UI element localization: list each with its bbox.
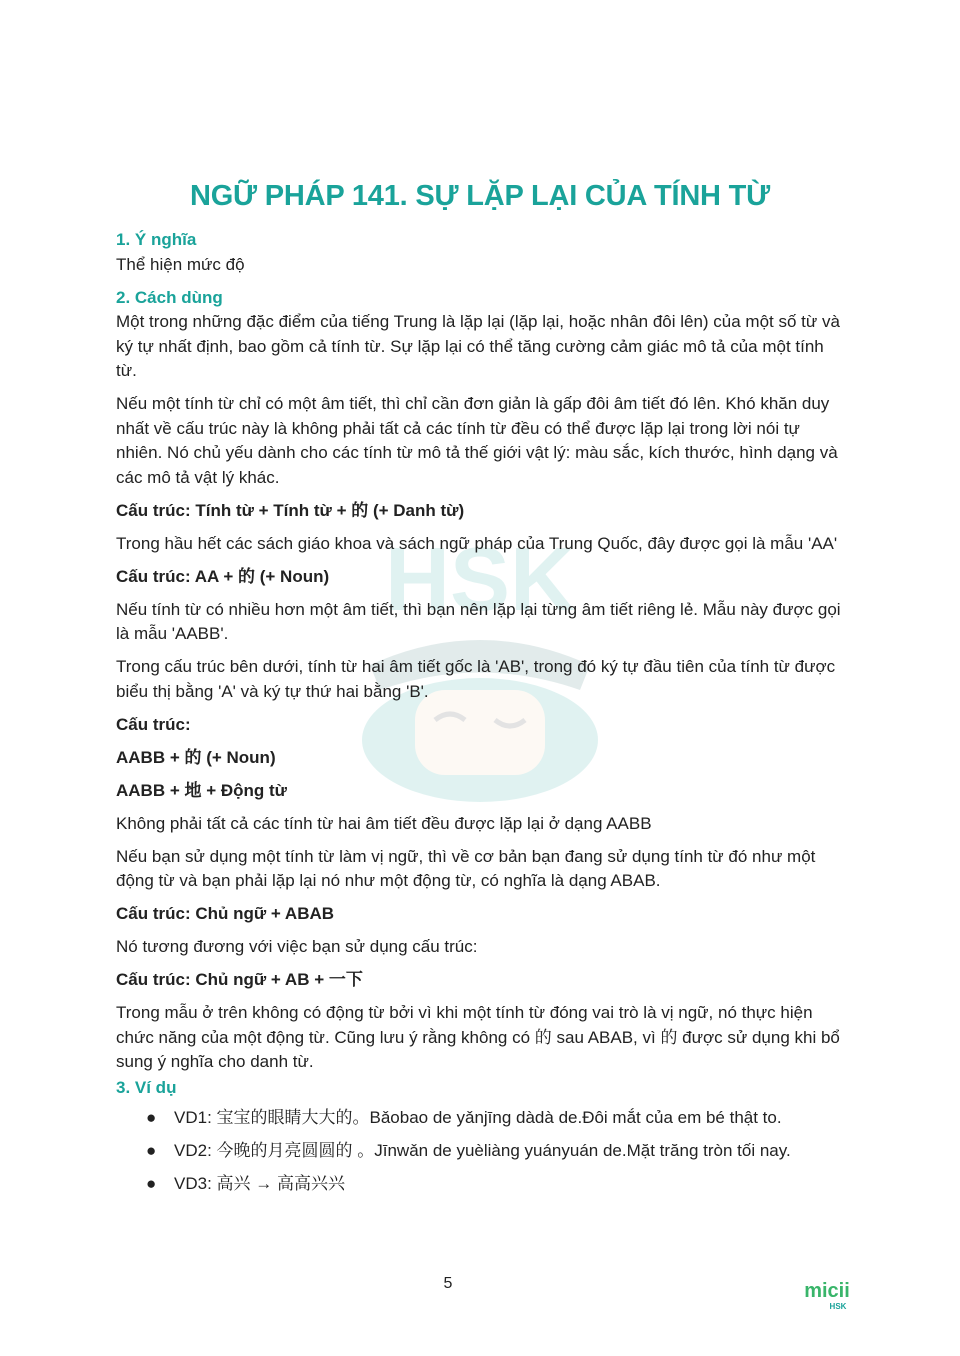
section-heading-usage: 2. Cách dùng <box>116 287 223 307</box>
section-heading-examples: 3. Ví dụ <box>116 1077 177 1097</box>
bullet-icon: ● <box>146 1141 157 1160</box>
examples-list <box>116 1106 846 1197</box>
section-heading-meaning: 1. Ý nghĩa <box>116 230 197 249</box>
usage-paragraph: Nếu tính từ có nhiều hơn một âm tiết, thì bạn nên lặp lại từng âm tiết riêng lẻ. Mẫu này được gọi là mẫu 'AABB'. <box>116 599 841 643</box>
usage-paragraph: Nó tương đương với việc bạn sử dụng cấu trúc: <box>116 937 478 956</box>
example-text: VD3: 高兴 → 高高兴兴 <box>174 1174 345 1193</box>
structure-label: AABB + 地 + Động từ <box>116 780 287 800</box>
logo-text: micii <box>804 1280 850 1302</box>
page-number: 5 <box>443 1275 453 1292</box>
usage-paragraph: Một trong những đặc điểm của tiếng Trung là lặp lại (lặp lại, hoặc nhân đôi lên) của một số từ và ký tự nhất định, bao gồm cả tính từ. Sự lặp lại có thể tăng cường cảm giác mô tả của một tính từ. <box>116 312 840 380</box>
structure-label: Cấu trúc: AA + 的 (+ Noun) <box>116 566 330 586</box>
structure-label: Cấu trúc: Tính từ + Tính từ + 的 (+ Danh từ) <box>116 500 465 520</box>
bullet-icon: ● <box>146 1174 157 1193</box>
example-text: VD2: 今晚的月亮圆圆的 。Jīnwǎn de yuèliàng yuányuán de.Mặt trăng tròn tối nay. <box>174 1141 791 1160</box>
micii-hsk-logo <box>798 1278 856 1312</box>
watermark-text: HSK <box>384 530 576 630</box>
usage-paragraph: Không phải tất cả các tính từ hai âm tiết đều được lặp lại ở dạng AABB <box>116 813 652 833</box>
structure-label: AABB + 的 (+ Noun) <box>116 747 276 767</box>
bullet-icon: ● <box>146 1108 157 1127</box>
usage-paragraph: Trong cấu trúc bên dưới, tính từ hai âm tiết gốc là 'AB', trong đó ký tự đầu tiên của tính từ được biểu thị bằng 'A' và ký tự thứ hai bằng 'B'. <box>116 657 836 701</box>
logo-subtext: HSK <box>829 1302 847 1311</box>
meaning-text: Thể hiện mức độ <box>116 254 245 274</box>
usage-paragraph: Trong mẫu ở trên không có động từ bởi vì khi một tính từ đóng vai trò là vị ngữ, nó thực hiện chức năng của một động từ. Cũng lưu ý rằng không có 的 sau ABAB, vì 的 được sử dụng khi bổ sung ý nghĩa cho danh từ. <box>116 1003 840 1071</box>
document-body <box>116 228 846 1205</box>
list-item <box>116 1139 846 1164</box>
example-text: VD1: 宝宝的眼睛大大的。Bǎobao de yǎnjīng dàdà de.Đôi mắt của em bé thật to. <box>174 1108 782 1127</box>
structure-label: Cấu trúc: Chủ ngữ + ABAB <box>116 904 335 923</box>
structure-label: Cấu trúc: <box>116 714 191 734</box>
usage-paragraph: Nếu một tính từ chỉ có một âm tiết, thì chỉ cần đơn giản là gấp đôi âm tiết đó lên. Khó khăn duy nhất về cấu trúc này là không phải tất cả các tính từ đều có thể được lặp lại trong lời nói tự nhiên. Nó chủ yếu dành cho các tính từ mô tả thế giới vật lý: màu sắc, kích thước, hình dạng và các mô tả vật lý khác. <box>116 394 838 487</box>
usage-paragraph: Trong hầu hết các sách giáo khoa và sách ngữ pháp của Trung Quốc, đây được gọi là mẫu 'AA' <box>116 533 838 553</box>
structure-label: Cấu trúc: Chủ ngữ + AB + 一下 <box>116 970 363 989</box>
usage-paragraph: Nếu bạn sử dụng một tính từ làm vị ngữ, thì về cơ bản bạn đang sử dụng tính từ đó như một động từ và bạn phải lặp lại nó như một động từ, có nghĩa là dạng ABAB. <box>116 846 816 890</box>
list-item <box>116 1172 846 1197</box>
list-item <box>116 1106 846 1131</box>
page-title: NGỮ PHÁP 141. SỰ LẶP LẠI CỦA TÍNH TỪ <box>189 180 771 212</box>
